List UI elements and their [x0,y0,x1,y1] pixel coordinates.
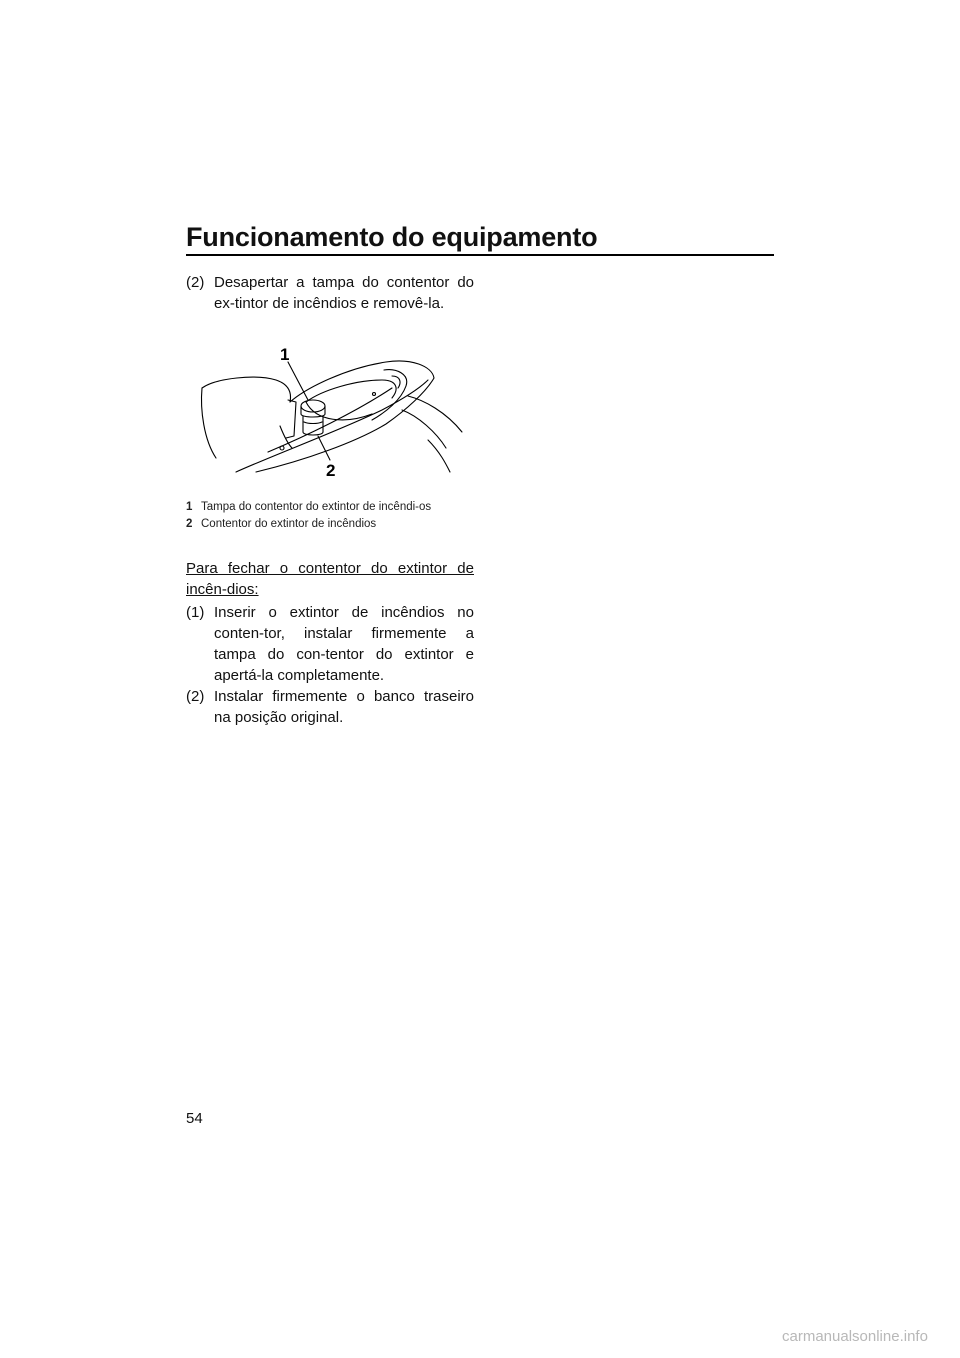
step-number: (2) [186,274,205,291]
step-item [186,272,474,314]
callout-1: 1 [280,345,290,364]
caption-text: Contentor do extintor de incêndios [201,518,377,530]
caption-text: Tampa do contentor do extintor de incêndi-os [201,501,432,513]
step-number: (2) [186,688,205,705]
callout-2: 2 [326,461,336,480]
step-item [186,602,474,686]
section-heading: Para fechar o contentor do extintor de incên-dios: [186,560,474,598]
caption-number: 1 [186,501,193,513]
page-title: Funcionamento do equipamento [186,222,598,252]
caption-item [186,500,474,514]
caption-item [186,517,474,531]
fire-extinguisher-container-illustration [196,340,468,480]
step-text: Inserir o extintor de incêndios no conten-tor, instalar firmemente a tampa do con-tentor do extintor e apertá-la completamente. [214,604,474,684]
page-number: 54 [186,1110,203,1127]
intro-step [186,272,474,314]
step-text: Desapertar a tampa do contentor do ex-tintor de incêndios e removê-la. [214,274,474,312]
figure-caption [186,500,474,531]
step-item [186,686,474,728]
step-number: (1) [186,604,205,621]
title-rule [186,254,774,256]
step-text: Instalar firmemente o banco traseiro na posição original. [214,688,474,726]
watermark: carmanualsonline.info [782,1328,928,1345]
closing-steps [186,602,474,728]
caption-number: 2 [186,518,193,530]
